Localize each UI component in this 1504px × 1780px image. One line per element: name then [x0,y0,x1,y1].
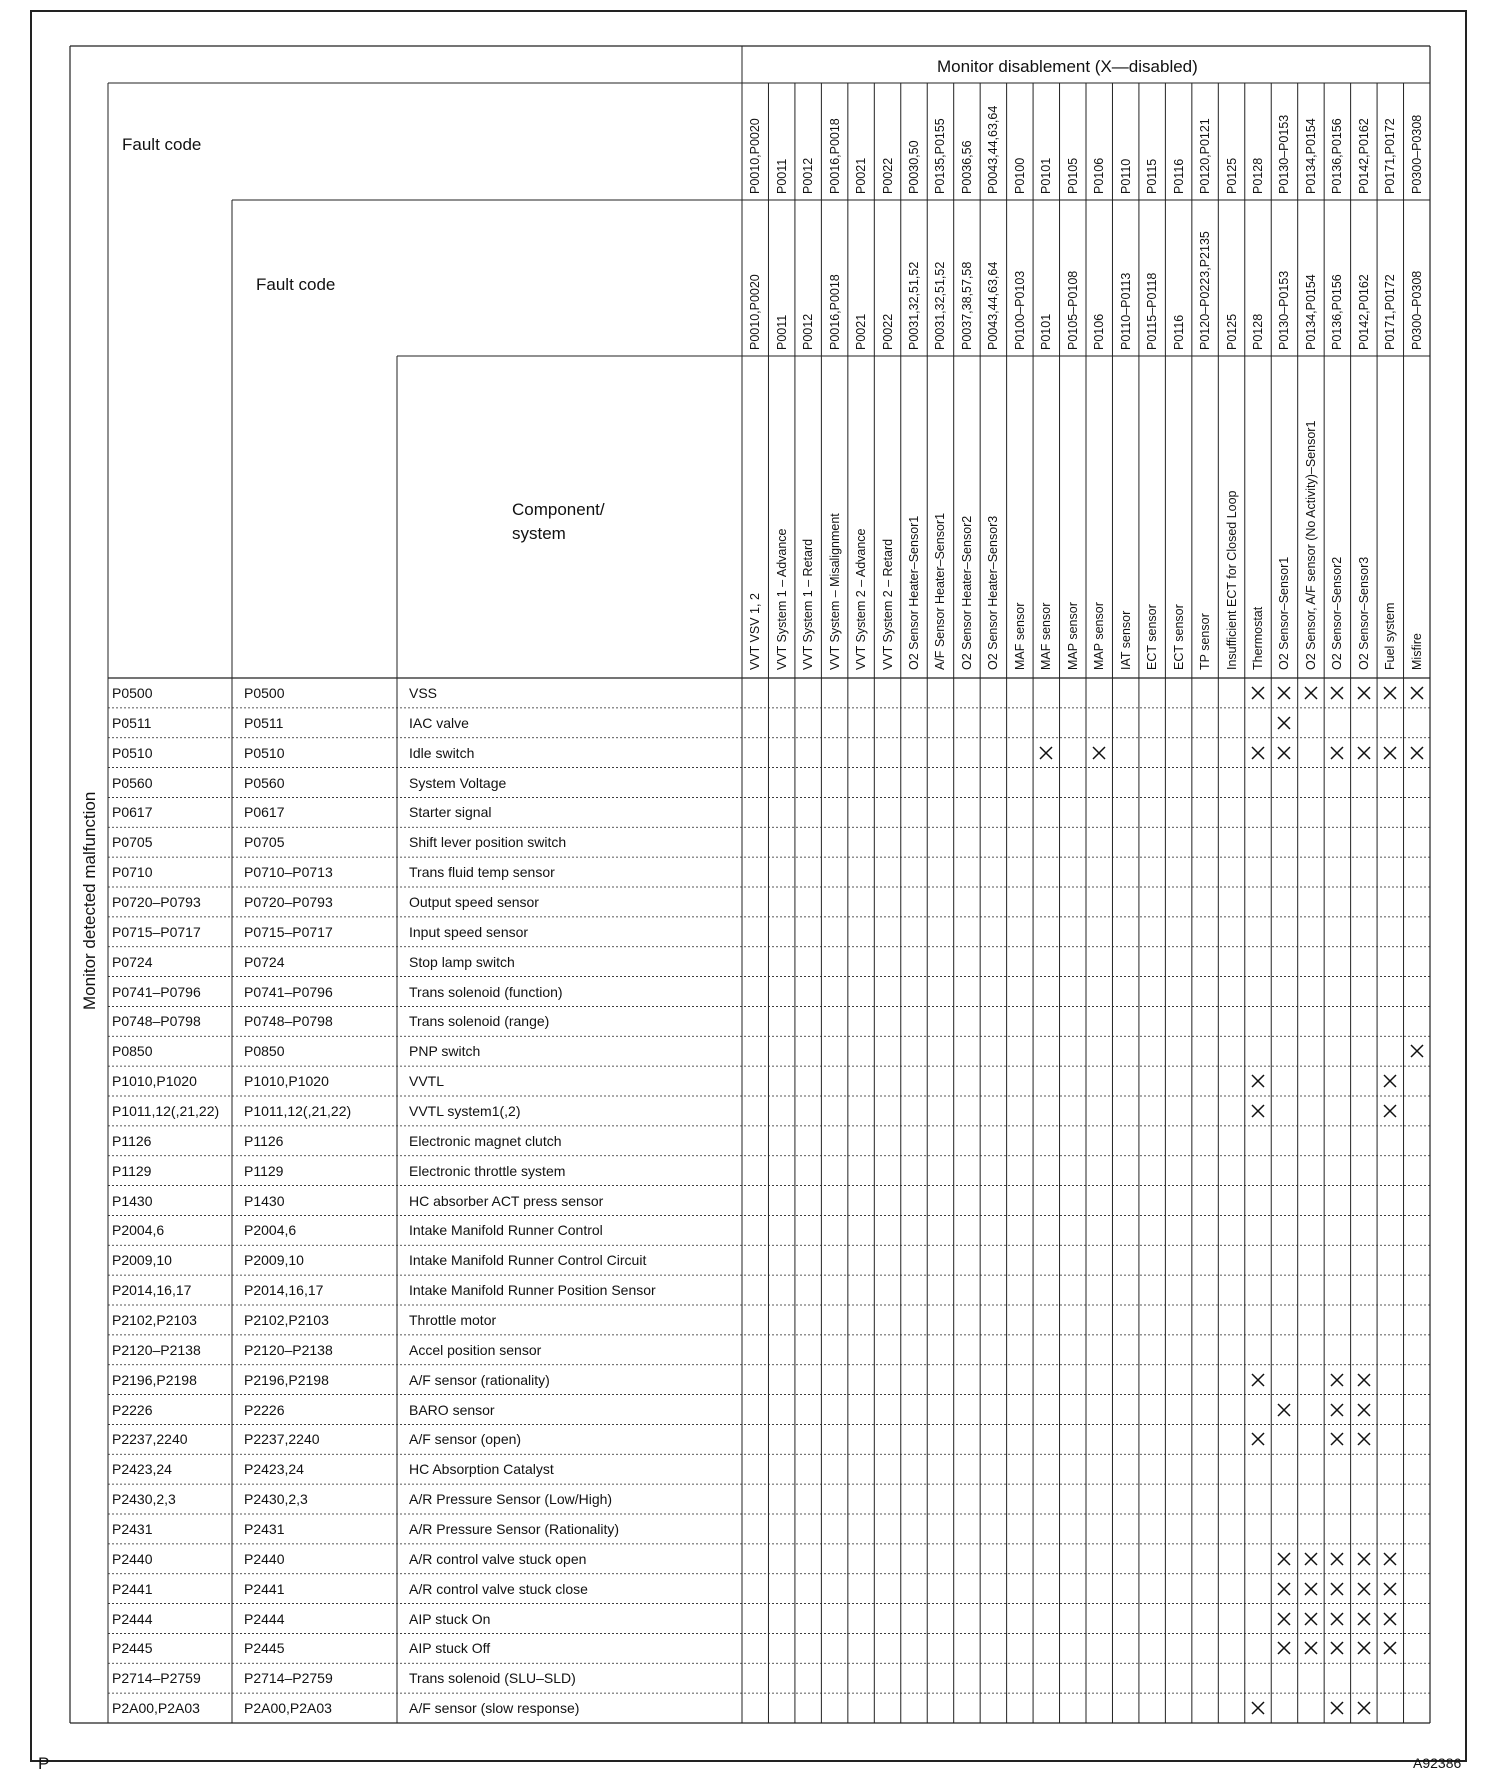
disabled-x-icon [1276,1551,1292,1567]
disabled-x-icon [1091,745,1107,761]
disabled-x-icon [1329,685,1345,701]
col-code-top: P0036,56 [959,140,974,194]
disabled-x-icon [1276,1581,1292,1597]
row-fault-code: P0748–P0798 [112,1013,201,1030]
disabled-x-icon [1329,1700,1345,1716]
row-fault-code-detail: P2102,P2103 [244,1311,329,1328]
row-component: Intake Manifold Runner Position Sensor [409,1282,656,1299]
disabled-x-icon [1329,1551,1345,1567]
row-fault-code: P0560 [112,774,153,791]
col-code-mid: P0134,P0154 [1303,274,1318,350]
disabled-x-icon [1329,1372,1345,1388]
row-component: HC Absorption Catalyst [409,1461,554,1478]
row-fault-code-detail: P2714–P2759 [244,1670,333,1687]
col-component: O2 Sensor–Sensor3 [1356,556,1371,670]
row-fault-code: P0500 [112,684,153,701]
row-component: VSS [409,684,438,701]
disabled-x-icon [1329,1640,1345,1656]
row-component: Electronic magnet clutch [409,1132,562,1149]
row-fault-code-detail: P0748–P0798 [244,1013,333,1030]
row-component: A/F sensor (open) [409,1431,522,1448]
row-component: A/R control valve stuck open [409,1550,587,1567]
row-fault-code-detail: P2009,10 [244,1252,304,1269]
disabled-x-icon [1303,1551,1319,1567]
monitor-detected-malfunction-label: Monitor detected malfunction [80,791,99,1010]
col-code-top: P0125 [1224,157,1239,194]
col-code-mid: P0031,32,51,52 [933,261,948,350]
disabled-x-icon [1303,1611,1319,1627]
col-component: ECT sensor [1171,604,1186,670]
disabled-x-icon [1382,1103,1398,1119]
col-component: Insufficient ECT for Closed Loop [1224,490,1239,670]
col-code-mid: P0012 [801,313,816,350]
col-component: Misfire [1409,633,1424,670]
row-fault-code: P0741–P0796 [112,983,201,1000]
disabled-x-icon [1038,745,1054,761]
col-component: O2 Sensor–Sensor1 [1277,556,1292,670]
disabled-x-icon [1329,1431,1345,1447]
col-code-mid: P0110–P0113 [1118,272,1133,350]
row-fault-code: P1011,12(,21,22) [112,1102,220,1119]
row-fault-code: P2A00,P2A03 [112,1700,200,1717]
disabled-x-icon [1276,745,1292,761]
row-component: HC absorber ACT press sensor [409,1192,604,1209]
col-code-top: P0043,44,63,64 [986,105,1001,194]
col-component: VVT VSV 1, 2 [748,593,763,670]
row-fault-code: P0510 [112,744,153,761]
disabled-x-icon [1250,1700,1266,1716]
disabled-x-icon [1250,1103,1266,1119]
row-fault-code: P2226 [112,1401,153,1418]
disabled-x-icon [1356,685,1372,701]
row-fault-code-detail: P0741–P0796 [244,983,333,1000]
disabled-x-icon [1303,1640,1319,1656]
figure-id: A92386 [1413,1755,1462,1771]
row-fault-code-detail: P2226 [244,1401,285,1418]
col-code-mid: P0043,44,63,64 [986,261,1001,350]
col-code-top: P0016,P0018 [827,118,842,194]
col-code-mid: P0106 [1092,313,1107,350]
col-component: O2 Sensor Heater–Sensor2 [959,515,974,670]
row-component: Trans fluid temp sensor [409,864,555,881]
disabled-x-icon [1250,685,1266,701]
disabled-x-icon [1303,685,1319,701]
row-fault-code: P2441 [112,1580,153,1597]
fault-code-header-top: Fault code [122,135,202,154]
row-fault-code-detail: P2196,P2198 [244,1371,329,1388]
row-fault-code: P2009,10 [112,1252,172,1269]
col-code-top: P0135,P0155 [933,118,948,194]
disabled-x-icon [1276,1402,1292,1418]
col-component: MAF sensor [1012,602,1027,670]
row-fault-code-detail: P2441 [244,1580,285,1597]
disabled-x-icon [1356,1700,1372,1716]
col-code-top: P0101 [1039,157,1054,194]
row-fault-code: P0705 [112,834,153,851]
disabled-x-icon [1329,1581,1345,1597]
disabled-x-icon [1303,1581,1319,1597]
row-fault-code: P1430 [112,1192,153,1209]
disabled-x-icon [1356,1431,1372,1447]
row-component: PNP switch [409,1043,481,1060]
row-fault-code-detail: P0617 [244,804,285,821]
row-component: Input speed sensor [409,923,529,940]
row-fault-code-detail: P2430,2,3 [244,1491,308,1508]
col-code-top: P0012 [801,157,816,194]
row-component: Starter signal [409,804,492,821]
col-code-mid: P0100–P0103 [1012,270,1027,350]
col-component: VVT System 1 – Advance [774,528,789,670]
col-component: MAP sensor [1092,602,1107,670]
row-component: AIP stuck On [409,1610,491,1627]
row-fault-code: P0720–P0793 [112,893,201,910]
col-component: O2 Sensor, A/F sensor (No Activity)–Sensor1 [1303,420,1318,670]
row-fault-code: P2444 [112,1610,153,1627]
disabled-x-icon [1276,685,1292,701]
col-code-top: P0300–P0308 [1409,114,1424,194]
row-component: System Voltage [409,774,507,791]
col-code-top: P0100 [1012,157,1027,194]
col-component: VVT System – Misalignment [827,513,842,670]
row-fault-code-detail: P2431 [244,1520,285,1537]
disabled-x-icon [1382,745,1398,761]
col-code-mid: P0105–P0108 [1065,270,1080,350]
row-fault-code-detail: P1010,P1020 [244,1073,329,1090]
disabled-x-icon [1276,1611,1292,1627]
row-fault-code-detail: P2444 [244,1610,285,1627]
col-code-mid: P0116 [1171,314,1186,350]
row-fault-code-detail: P0510 [244,744,285,761]
row-fault-code: P0724 [112,953,153,970]
row-component: BARO sensor [409,1401,495,1418]
row-fault-code-detail: P0705 [244,834,285,851]
row-component: A/R Pressure Sensor (Rationality) [409,1520,620,1537]
disabled-x-icon [1382,1581,1398,1597]
row-fault-code-detail: P2014,16,17 [244,1282,324,1299]
row-component: Stop lamp switch [409,953,515,970]
row-fault-code-detail: P2237,2240 [244,1431,320,1448]
row-fault-code: P2120–P2138 [112,1341,201,1358]
disabled-x-icon [1250,1431,1266,1447]
col-code-top: P0115 [1145,158,1160,194]
row-component: A/R control valve stuck close [409,1580,588,1597]
col-code-mid: P0130–P0153 [1277,270,1292,350]
corner-letter: P [38,1754,50,1773]
row-component: IAC valve [409,714,469,731]
col-code-top: P0021 [854,157,869,194]
row-fault-code-detail: P1430 [244,1192,285,1209]
col-code-top: P0134,P0154 [1303,118,1318,194]
row-component: Trans solenoid (SLU–SLD) [409,1670,576,1687]
col-component: O2 Sensor Heater–Sensor3 [986,515,1001,670]
col-code-mid: P0010,P0020 [748,274,763,350]
col-code-mid: P0115–P0118 [1145,272,1160,350]
row-fault-code: P2431 [112,1520,153,1537]
col-code-mid: P0037,38,57,58 [959,261,974,350]
col-code-mid: P0125 [1224,313,1239,350]
col-code-top: P0136,P0156 [1330,118,1345,194]
col-code-top: P0130–P0153 [1277,114,1292,194]
row-component: AIP stuck Off [409,1640,491,1657]
row-fault-code: P1126 [112,1132,152,1149]
row-fault-code-detail: P2423,24 [244,1461,304,1478]
row-fault-code-detail: P0724 [244,953,285,970]
disabled-x-icon [1356,1581,1372,1597]
disabled-x-icon [1250,1073,1266,1089]
col-code-mid: P0101 [1039,313,1054,350]
col-code-top: P0105 [1065,157,1080,194]
row-component: Output speed sensor [409,893,539,910]
row-fault-code: P0511 [112,714,152,731]
col-code-top: P0022 [880,157,895,194]
row-fault-code: P2004,6 [112,1222,165,1239]
col-code-mid: P0120–P0223,P2135 [1198,231,1213,350]
disabled-x-icon [1329,745,1345,761]
row-fault-code: P2430,2,3 [112,1491,176,1508]
row-fault-code: P1010,P1020 [112,1073,197,1090]
col-code-mid: P0128 [1251,313,1265,350]
row-fault-code: P2445 [112,1640,153,1657]
row-component: Throttle motor [409,1311,497,1328]
col-code-top: P0116 [1171,158,1186,194]
col-code-top: P0171,P0172 [1383,118,1398,194]
row-fault-code-detail: P2004,6 [244,1222,297,1239]
row-component: Trans solenoid (function) [409,983,563,1000]
row-component: A/F sensor (rationality) [409,1371,550,1388]
row-fault-code: P2102,P2103 [112,1311,197,1328]
disabled-x-icon [1382,1640,1398,1656]
row-fault-code-detail: P2120–P2138 [244,1341,333,1358]
disabled-x-icon [1409,1043,1425,1059]
row-fault-code-detail: P2445 [244,1640,285,1657]
row-fault-code-detail: P0720–P0793 [244,893,333,910]
row-fault-code: P1129 [112,1162,152,1179]
fault-code-header-mid: Fault code [256,275,336,294]
row-component: Accel position sensor [409,1341,542,1358]
row-fault-code-detail: P0560 [244,774,285,791]
col-code-mid: P0300–P0308 [1409,270,1424,350]
col-component: Fuel system [1383,602,1398,670]
disabled-x-icon [1329,1611,1345,1627]
row-fault-code: P2196,P2198 [112,1371,197,1388]
disabled-x-icon [1409,685,1425,701]
disabled-x-icon [1329,1402,1345,1418]
row-component: Intake Manifold Runner Control Circuit [409,1252,647,1269]
col-component: IAT sensor [1118,610,1133,670]
col-component: VVT System 2 – Advance [854,528,869,670]
row-fault-code: P2423,24 [112,1461,172,1478]
disabled-x-icon [1382,685,1398,701]
row-component: A/R Pressure Sensor (Low/High) [409,1491,613,1508]
col-code-mid: P0016,P0018 [827,274,842,350]
component-header-line2: system [512,524,566,543]
col-code-mid: P0011 [774,314,789,350]
col-code-mid: P0021 [854,313,869,350]
row-fault-code: P2237,2240 [112,1431,188,1448]
col-code-top: P0128 [1251,157,1265,194]
disabled-x-icon [1250,745,1266,761]
disabled-x-icon [1409,745,1425,761]
disabled-x-icon [1356,1611,1372,1627]
disabled-x-icon [1276,1640,1292,1656]
row-component: Idle switch [409,744,475,761]
component-header-line1: Component/ [512,500,605,519]
col-component: Thermostat [1251,606,1265,670]
row-fault-code-detail: P1126 [244,1132,284,1149]
row-fault-code-detail: P2440 [244,1550,285,1567]
col-code-mid: P0022 [880,313,895,350]
row-fault-code-detail: P0715–P0717 [244,923,333,940]
col-code-mid: P0171,P0172 [1383,274,1398,350]
disabled-x-icon [1276,715,1292,731]
row-fault-code: P0850 [112,1043,153,1060]
row-fault-code-detail: P1011,12(,21,22) [244,1102,352,1119]
row-fault-code-detail: P0710–P0713 [244,864,333,881]
row-fault-code: P0710 [112,864,153,881]
row-component: Intake Manifold Runner Control [409,1222,603,1239]
col-code-mid: P0142,P0162 [1356,274,1371,350]
col-code-mid: P0031,32,51,52 [907,261,921,350]
col-code-mid: P0136,P0156 [1330,274,1345,350]
col-code-top: P0011 [774,158,789,194]
row-fault-code-detail: P1129 [244,1162,284,1179]
col-component: ECT sensor [1145,604,1160,670]
row-component: Electronic throttle system [409,1162,566,1179]
row-fault-code: P2714–P2759 [112,1670,201,1687]
disabled-x-icon [1356,745,1372,761]
disabled-x-icon [1382,1073,1398,1089]
col-code-top: P0110 [1118,158,1133,194]
disabled-x-icon [1356,1640,1372,1656]
col-component: MAP sensor [1065,602,1080,670]
row-fault-code-detail: P0511 [244,714,284,731]
monitor-disablement-title: Monitor disablement (X—disabled) [937,57,1198,76]
disabled-x-icon [1382,1551,1398,1567]
col-component: O2 Sensor Heater–Sensor1 [907,515,921,670]
col-component: VVT System 2 – Retard [880,538,895,670]
row-component: Shift lever position switch [409,834,567,851]
col-component: VVT System 1 – Retard [801,538,816,670]
col-code-top: P0120,P0121 [1198,118,1213,194]
row-component: VVTL system1(,2) [409,1102,521,1119]
row-fault-code-detail: P2A00,P2A03 [244,1700,332,1717]
disabled-x-icon [1356,1372,1372,1388]
col-component: TP sensor [1198,613,1213,670]
col-component: MAF sensor [1039,602,1054,670]
col-code-top: P0010,P0020 [748,118,763,194]
col-component: O2 Sensor–Sensor2 [1330,556,1345,670]
row-fault-code: P0715–P0717 [112,923,201,940]
row-component: VVTL [409,1073,445,1090]
col-code-top: P0142,P0162 [1356,118,1371,194]
disabled-x-icon [1250,1372,1266,1388]
row-component: Trans solenoid (range) [409,1013,550,1030]
disabled-x-icon [1382,1611,1398,1627]
row-fault-code: P2014,16,17 [112,1282,192,1299]
row-fault-code-detail: P0850 [244,1043,285,1060]
disabled-x-icon [1356,1402,1372,1418]
row-fault-code: P2440 [112,1550,153,1567]
row-component: A/F sensor (slow response) [409,1700,580,1717]
col-code-top: P0030,50 [907,140,921,194]
row-fault-code-detail: P0500 [244,684,285,701]
col-component: A/F Sensor Heater–Sensor1 [933,512,948,670]
col-code-top: P0106 [1092,157,1107,194]
row-fault-code: P0617 [112,804,153,821]
disabled-x-icon [1356,1551,1372,1567]
